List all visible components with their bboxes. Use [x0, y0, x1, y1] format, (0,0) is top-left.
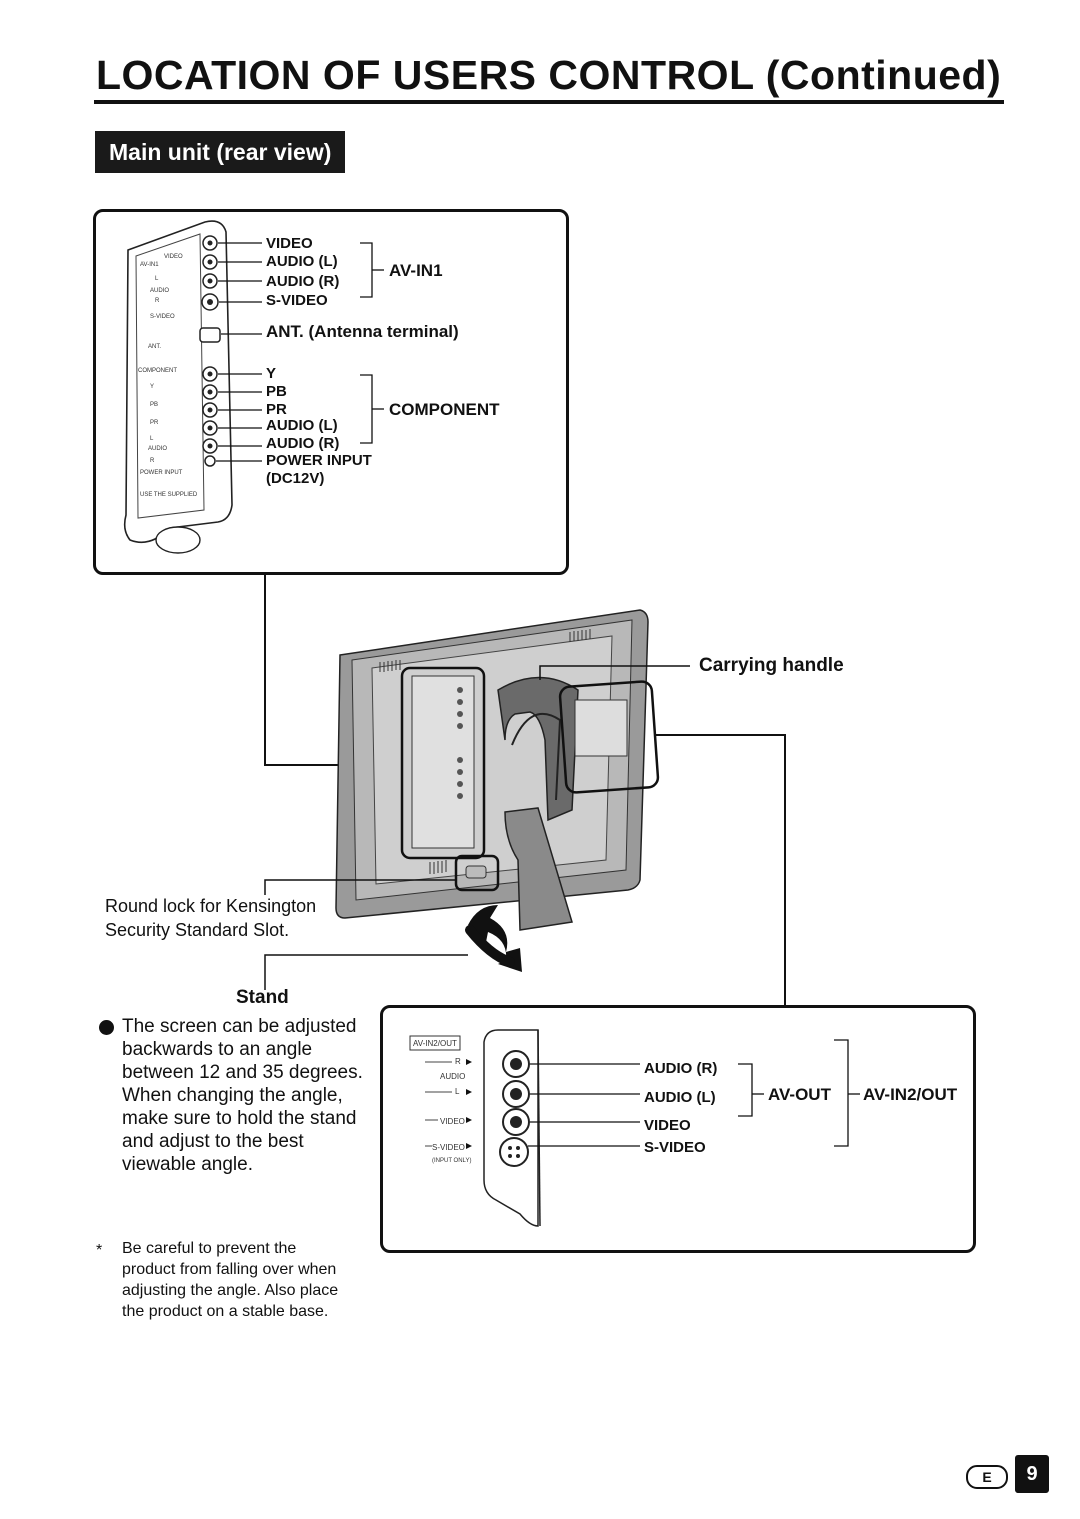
svg-text:USE THE SUPPLIED: USE THE SUPPLIED [140, 492, 198, 498]
svg-text:L: L [150, 436, 154, 442]
stand-note-text: The screen can be adjusted backwards to an angle between 12 and 35 degrees. When changing the angle, make sure to hold the stand and adjust to the best viewable angle. [122, 1016, 363, 1175]
label-antenna-terminal: ANT. (Antenna terminal) [266, 322, 459, 341]
page-number [1015, 1455, 1049, 1493]
label-av-in1: AV-IN1 [389, 261, 443, 280]
svg-text:Y: Y [150, 384, 155, 390]
svg-text:PR: PR [150, 420, 159, 426]
svg-text:L: L [455, 1087, 460, 1096]
svg-text:AUDIO: AUDIO [150, 288, 170, 294]
caution-text: Be careful to prevent the product from falling over when adjusting the angle. Also place the product on a stable base. [122, 1240, 339, 1320]
svg-text:VIDEO: VIDEO [164, 254, 183, 260]
label-y: Y [266, 365, 277, 382]
label-carrying-handle: Carrying handle [699, 655, 844, 676]
section-heading: Main unit (rear view) [95, 131, 345, 173]
svg-text:VIDEO: VIDEO [440, 1117, 465, 1126]
label-audio-l: AUDIO (L) [266, 253, 338, 270]
label-lower-audio-l: AUDIO (L) [644, 1089, 716, 1106]
label-power-input: POWER INPUT [266, 452, 372, 469]
svg-text:L: L [155, 276, 159, 282]
language-marker-text: E [982, 1469, 992, 1485]
svg-text:(INPUT ONLY): (INPUT ONLY) [432, 1158, 472, 1164]
language-marker [966, 1465, 1008, 1489]
svg-text:S-VIDEO: S-VIDEO [432, 1143, 465, 1152]
label-av-in2-out: AV-IN2/OUT [863, 1085, 958, 1104]
svg-text:POWER INPUT: POWER INPUT [140, 470, 183, 476]
svg-text:PB: PB [150, 402, 159, 408]
label-stand: Stand [236, 987, 289, 1008]
label-kensington-line2: Security Standard Slot. [105, 920, 290, 940]
label-lower-video: VIDEO [644, 1117, 691, 1134]
caution-mark: * [96, 1242, 103, 1259]
page-title: LOCATION OF USERS CONTROL (Continued) [96, 52, 1002, 98]
label-av-out: AV-OUT [768, 1085, 831, 1104]
label-lower-s-video: S-VIDEO [644, 1139, 706, 1156]
svg-text:AUDIO: AUDIO [148, 446, 168, 452]
label-s-video: S-VIDEO [266, 292, 328, 309]
svg-text:S-VIDEO: S-VIDEO [150, 314, 175, 320]
label-dc12v: (DC12V) [266, 470, 325, 487]
label-component: COMPONENT [389, 400, 500, 419]
svg-text:R: R [455, 1057, 461, 1066]
svg-text:ANT.: ANT. [148, 344, 162, 350]
label-kensington-line1: Round lock for Kensington [105, 896, 317, 916]
svg-text:COMPONENT: COMPONENT [138, 368, 177, 374]
svg-text:AUDIO: AUDIO [440, 1072, 466, 1081]
label-component-audio-l: AUDIO (L) [266, 417, 338, 434]
svg-text:R: R [150, 458, 155, 464]
svg-text:AV-IN2/OUT: AV-IN2/OUT [413, 1039, 457, 1048]
page-number-text: 9 [1026, 1463, 1038, 1485]
svg-text:AV-IN1: AV-IN1 [140, 262, 159, 268]
label-component-audio-r: AUDIO (R) [266, 435, 340, 452]
label-lower-audio-r: AUDIO (R) [644, 1060, 718, 1077]
label-pb: PB [266, 383, 287, 400]
label-video: VIDEO [266, 235, 313, 252]
label-audio-r: AUDIO (R) [266, 273, 340, 290]
svg-text:R: R [155, 298, 160, 304]
label-pr: PR [266, 401, 287, 418]
